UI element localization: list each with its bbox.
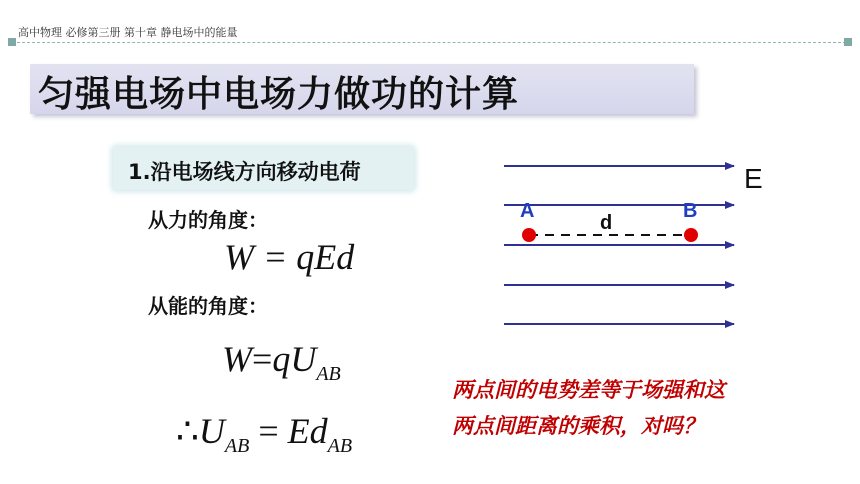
point-a	[522, 228, 536, 242]
formula-force: W = qEd	[224, 237, 355, 277]
force-view-label: 从力的角度：	[148, 208, 268, 232]
energy-view-label: 从能的角度：	[148, 294, 268, 318]
breadcrumb: 高中物理 必修第三册 第十章 静电场中的能量	[18, 26, 238, 39]
formula-work-eq: =	[252, 339, 273, 379]
formula-work-main: qU	[272, 339, 317, 379]
distance-label: d	[600, 212, 613, 234]
point-a-label: A	[520, 200, 535, 222]
page-title: 匀强电场中电场力做功的计算	[38, 74, 520, 115]
formula-work-lhs: W	[222, 339, 252, 379]
field-label: E	[744, 163, 763, 194]
formula-potential-eq: =	[258, 411, 279, 451]
section-heading: 1.沿电场线方向移动电荷	[128, 160, 361, 184]
therefore-symbol: ∴	[176, 411, 199, 451]
formula-work-subscript: AB	[316, 363, 341, 385]
formula-potential-ed: Ed	[287, 411, 328, 451]
formula-potential-ed-subscript: AB	[327, 435, 353, 457]
question-line-1: 两点间的电势差等于场强和这	[452, 378, 725, 402]
formula-potential-u-subscript: AB	[224, 435, 250, 457]
question-line-2: 两点间距离的乘积，对吗？	[452, 414, 704, 438]
point-b	[684, 228, 698, 242]
point-b-label: B	[683, 200, 698, 222]
formula-potential-u: U	[198, 411, 225, 451]
